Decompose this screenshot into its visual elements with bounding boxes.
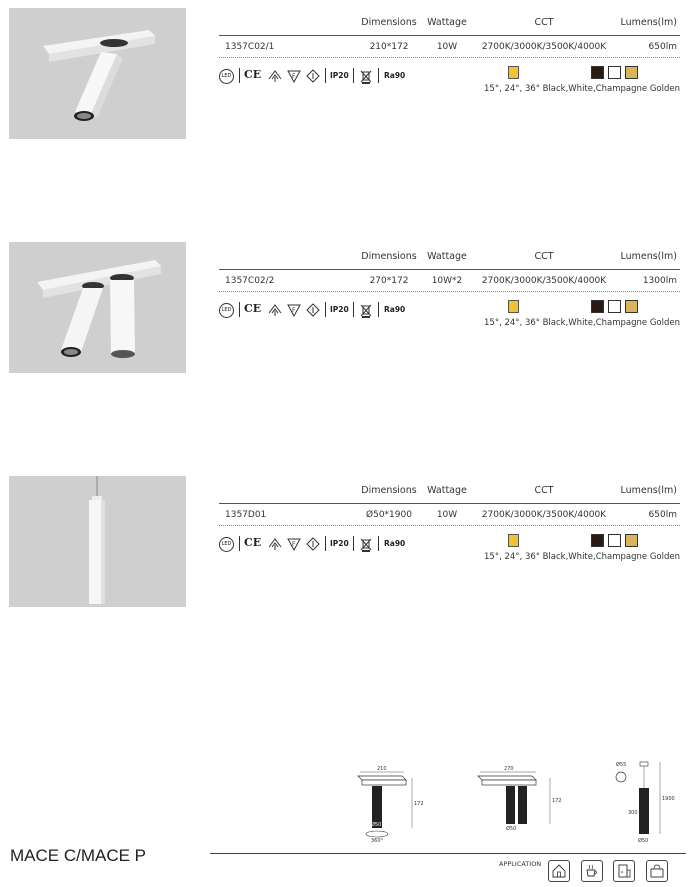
led-icon: LED	[219, 537, 234, 552]
application-label: APPLICATION	[499, 860, 542, 868]
wattage-value: 10W	[436, 510, 458, 520]
black-swatch	[591, 534, 604, 547]
divider	[378, 302, 379, 317]
model-number: 1357D01	[225, 510, 267, 520]
class-ii-icon	[267, 303, 283, 319]
white-swatch	[608, 534, 621, 547]
lumens-value: 650lm	[648, 510, 677, 520]
f-mark-icon	[287, 303, 301, 319]
white-swatch	[608, 300, 621, 313]
dimensions-value: Ø50*1900	[366, 510, 412, 520]
wattage-header: Wattage	[427, 17, 467, 28]
spec-header	[219, 242, 680, 270]
spec-table	[219, 476, 680, 562]
f-mark-icon	[287, 537, 301, 553]
wattage-value: 10W*2	[431, 276, 463, 286]
office-icon	[613, 860, 635, 882]
dim-label: 270	[504, 766, 514, 772]
dimensions-header: Dimensions	[361, 485, 417, 496]
dim-label: 1900	[662, 796, 675, 802]
divider	[239, 536, 240, 551]
certification-icons	[219, 300, 409, 322]
finish-text: Black,White,Champagne Golden	[542, 84, 680, 94]
lumens-header: Lumens(lm)	[620, 17, 677, 28]
cct-value: 2700K/3000K/3500K/4000K	[481, 42, 607, 52]
lumens-header: Lumens(lm)	[620, 485, 677, 496]
shop-icon	[646, 860, 668, 882]
product-block	[0, 8, 695, 178]
svg-text:F: F	[292, 307, 296, 314]
cct-value: 2700K/3000K/3500K/4000K	[481, 276, 607, 286]
ra-rating: Ra90	[384, 539, 406, 548]
weee-bin-icon	[360, 537, 372, 554]
weee-bin-icon	[360, 303, 372, 320]
lumens-header: Lumens(lm)	[620, 251, 677, 262]
divider	[378, 536, 379, 551]
dim-label: Ø50	[506, 826, 517, 832]
spec-row	[219, 270, 680, 292]
wattage-header: Wattage	[427, 485, 467, 496]
beam-angle-text: 15°, 24°, 36°	[484, 552, 541, 562]
beam-angle-text: 15°, 24°, 36°	[484, 318, 541, 328]
home-icon	[548, 860, 570, 882]
beam-angle-icon	[508, 300, 519, 313]
drawing-1357D01	[616, 761, 675, 844]
diamond-warning-icon	[306, 303, 320, 319]
beam-angle-icon	[508, 66, 519, 79]
dim-label: 210	[377, 766, 387, 772]
certification-icons	[219, 534, 409, 556]
divider	[353, 302, 354, 317]
certification-icons	[219, 66, 409, 88]
product-photo	[9, 242, 186, 373]
divider	[239, 68, 240, 83]
divider	[353, 68, 354, 83]
ip-rating: IP20	[330, 539, 349, 548]
ip-rating: IP20	[330, 71, 349, 80]
lumens-value: 650lm	[648, 42, 677, 52]
champagne-swatch	[625, 66, 638, 79]
class-ii-icon	[267, 69, 283, 85]
ce-mark-icon: CE	[244, 302, 262, 315]
divider	[353, 536, 354, 551]
dim-label: Ø50	[638, 838, 649, 844]
finish-text: Black,White,Champagne Golden	[542, 552, 680, 562]
dim-label: 172	[552, 798, 562, 804]
lumens-value: 1300lm	[642, 276, 677, 286]
dimensions-value: 270*172	[369, 276, 409, 286]
svg-text:F: F	[292, 73, 296, 80]
weee-bin-icon	[360, 69, 372, 86]
dim-label: 172	[414, 801, 424, 807]
spec-row	[219, 36, 680, 58]
product-block	[0, 242, 695, 412]
divider	[325, 68, 326, 83]
diamond-warning-icon	[306, 69, 320, 85]
coffee-icon	[581, 860, 603, 882]
beam-angle-text: 15°, 24°, 36°	[484, 84, 541, 94]
dim-label: 300	[628, 810, 638, 816]
ce-mark-icon: CE	[244, 536, 262, 549]
dimensions-header: Dimensions	[361, 251, 417, 262]
black-swatch	[591, 66, 604, 79]
divider	[239, 302, 240, 317]
product-block	[0, 476, 695, 646]
f-mark-icon	[287, 69, 301, 85]
white-swatch	[608, 66, 621, 79]
ra-rating: Ra90	[384, 71, 406, 80]
spec-header	[219, 8, 680, 36]
dim-label: 360°	[371, 838, 384, 844]
footer-divider	[210, 853, 686, 854]
cct-header: CCT	[534, 485, 554, 496]
cct-value: 2700K/3000K/3500K/4000K	[481, 510, 607, 520]
dim-label: Ø55	[616, 762, 627, 768]
ce-mark-icon: CE	[244, 68, 262, 81]
finish-text: Black,White,Champagne Golden	[542, 318, 680, 328]
divider	[378, 68, 379, 83]
led-icon: LED	[219, 69, 234, 84]
spec-table	[219, 8, 680, 94]
dimensions-value: 210*172	[369, 42, 409, 52]
ip-rating: IP20	[330, 305, 349, 314]
spec-table	[219, 242, 680, 328]
divider	[325, 536, 326, 551]
wattage-value: 10W	[436, 42, 458, 52]
model-number: 1357C02/1	[225, 42, 275, 52]
beam-angle-icon	[508, 534, 519, 547]
cct-header: CCT	[534, 251, 554, 262]
diamond-warning-icon	[306, 537, 320, 553]
wattage-header: Wattage	[427, 251, 467, 262]
dim-label: Ø50	[371, 822, 382, 828]
dimension-drawings	[340, 750, 685, 850]
drawing-1357C02-1	[358, 766, 424, 844]
black-swatch	[591, 300, 604, 313]
spec-row	[219, 504, 680, 526]
led-icon: LED	[219, 303, 234, 318]
product-photo	[9, 476, 186, 607]
product-photo	[9, 8, 186, 139]
dimensions-header: Dimensions	[361, 17, 417, 28]
class-ii-icon	[267, 537, 283, 553]
champagne-swatch	[625, 534, 638, 547]
model-number: 1357C02/2	[225, 276, 275, 286]
series-title: MACE C/MACE P	[10, 846, 147, 865]
drawing-1357C02-2	[478, 766, 562, 832]
svg-text:F: F	[292, 541, 296, 548]
spec-header	[219, 476, 680, 504]
ra-rating: Ra90	[384, 305, 406, 314]
divider	[325, 302, 326, 317]
cct-header: CCT	[534, 17, 554, 28]
champagne-swatch	[625, 300, 638, 313]
